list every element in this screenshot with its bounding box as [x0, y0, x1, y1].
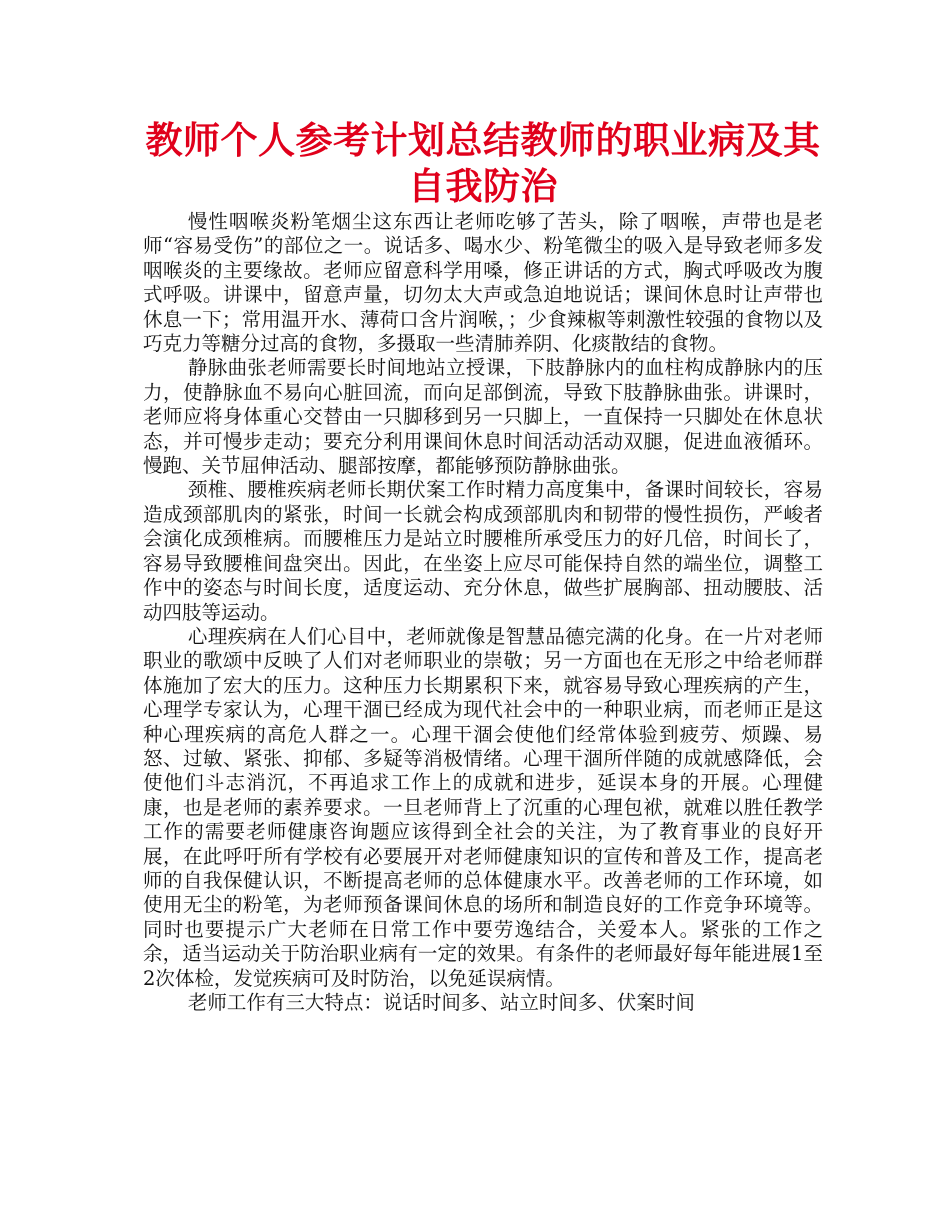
document-title: 教师个人参考计划总结教师的职业病及其自我防治 — [145, 119, 821, 208]
paragraph-work-features: 老师工作有三大特点：说话时间多、站立时间多、伏案时间 — [187, 991, 695, 1014]
paragraph-pharyngitis: 慢性咽喉炎粉笔烟尘这东西让老师吃够了苦头，除了咽喉，声带也是老师“容易受伤”的部位之一。说话多、喝水少、粉笔微尘的吸入是导致老师多发咽喉炎的主要缘故。老师应留意科学用嗓，修正讲话的方式，胸式呼吸改为腹式呼吸。讲课中，留意声量，切勿太大声或急迫地说话；课间休息时让声带也休息一下；常用温开水、薄荷口含片润喉，；少食辣椒等刺激性较强的食物以及巧克力等糖分过高的食物，多摄取一些清肺养阴、化痰散结的食物。 — [143, 210, 823, 356]
paragraph-varicose-veins: 静脉曲张老师需要长时间地站立授课，下肢静脉内的血柱构成静脉内的压力，使静脉血不易向心脏回流，而向足部倒流，导致下肢静脉曲张。讲课时，老师应将身体重心交替由一只脚移到另一只脚上，一直保持一只脚处在休息状态，并可慢步走动；要充分利用课间休息时间活动活动双腿，促进血液循环。慢跑、关节屈伸活动、腿部按摩，都能够预防静脉曲张。 — [143, 356, 823, 478]
paragraph-spine-disease: 颈椎、腰椎疾病老师长期伏案工作时精力高度集中，备课时间较长，容易造成颈部肌肉的紧张，时间一长就会构成颈部肌肉和韧带的慢性损伤，严峻者会演化成颈椎病。而腰椎压力是站立时腰椎所承受压力的好几倍，时间长了，容易导致腰椎间盘突出。因此，在坐姿上应尽可能保持自然的端坐位，调整工作中的姿态与时间长度，适度运动、充分休息，做些扩展胸部、扭动腰肢、活动四肢等运动。 — [143, 478, 823, 624]
document-page — [143, 118, 823, 1015]
paragraph-mental-health: 心理疾病在人们心目中，老师就像是智慧品德完满的化身。在一片对老师职业的歌颂中反映了人们对老师职业的崇敬；另一方面也在无形之中给老师群体施加了宏大的压力。这种压力长期累积下来，就容易导致心理疾病的产生，心理学专家认为，心理干涸已经成为现代社会中的一种职业病，而老师正是这种心理疾病的高危人群之一。心理干涸会使他们经常体验到疲劳、烦躁、易怒、过敏、紧张、抑郁、多疑等消极情绪。心理干涸所伴随的成就感降低，会使他们斗志消沉，不再追求工作上的成就和进步，延误本身的开展。心理健康，也是老师的素养要求。一旦老师背上了沉重的心理包袱，就难以胜任教学工作的需要老师健康咨询题应该得到全社会的关注，为了教育事业的良好开展，在此呼吁所有学校有必要展开对老师健康知识的宣传和普及工作，提高老师的自我保健认识，不断提高老师的总体健康水平。改善老师的工作环境，如使用无尘的粉笔，为老师预备课间休息的场所和制造良好的工作竞争环境等。同时也要提示广大老师在日常工作中要劳逸结合，关爱本人。紧张的工作之余，适当运动关于防治职业病有一定的效果。有条件的老师最好每年能进展1至2次体检，发觉疾病可及时防治，以免延误病情。 — [143, 624, 823, 990]
document-body — [143, 210, 823, 1015]
